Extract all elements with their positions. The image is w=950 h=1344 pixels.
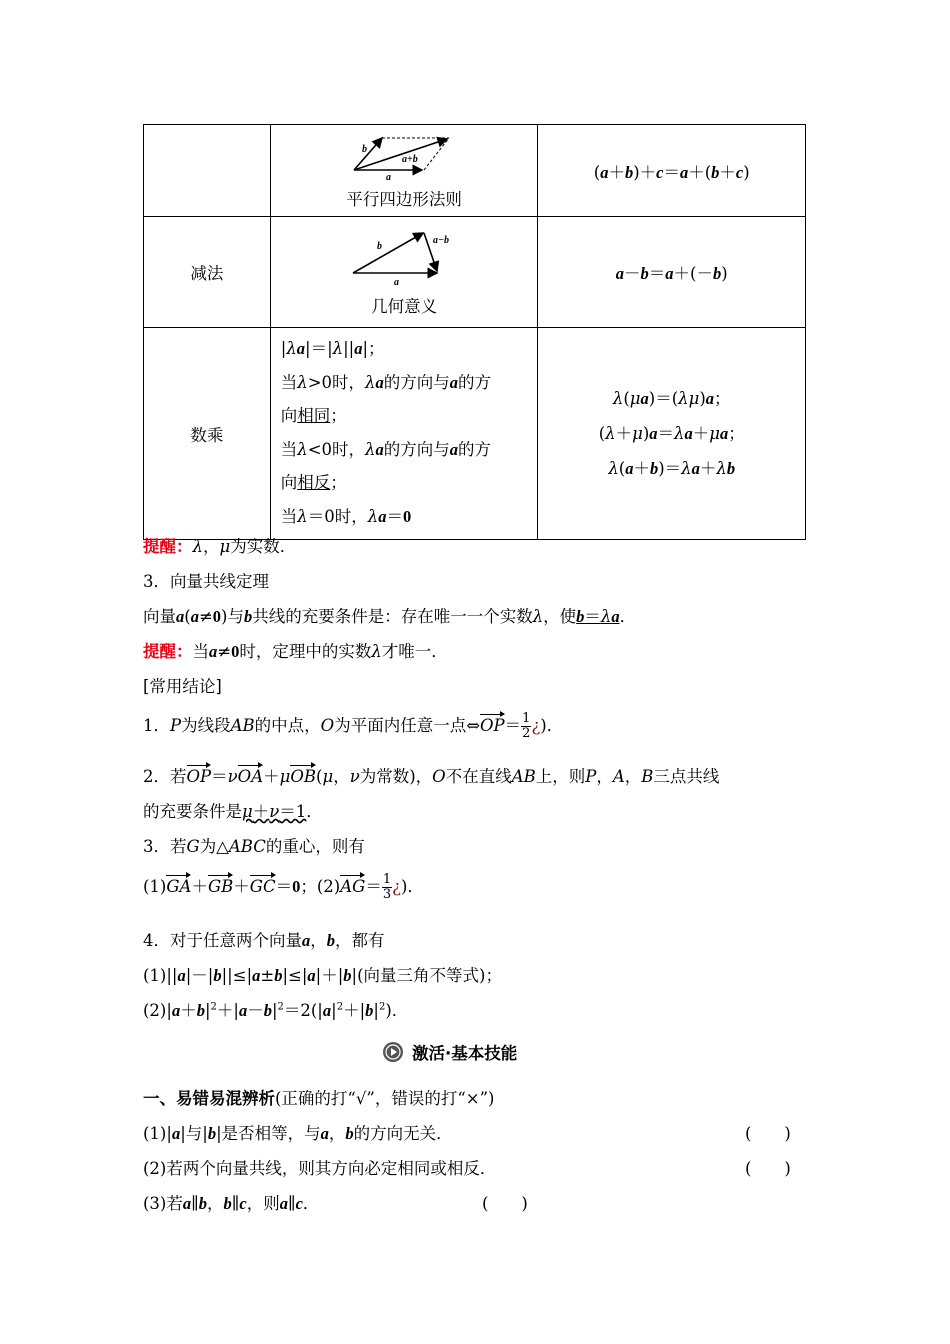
fig-label-b: b (362, 143, 368, 155)
play-circle-icon (382, 1041, 404, 1063)
figure-caption-parallelogram: 平行四边形法则 (346, 189, 462, 209)
exercise-item-2: (2)若两个向量共线，则其方向必定相同或相反． (143, 1159, 497, 1178)
conclusion-2-line1: 2．若OP＝νOA＋μOB(μ，ν为常数)，O不在直线AB上，则P，A，B三点共线 (143, 767, 720, 786)
conclusion-4: 4．对于任意两个向量a，b，都有 (143, 931, 385, 950)
figure-caption-geometric-meaning: 几何意义 (371, 297, 438, 316)
reminder-label: 提醒： (143, 642, 193, 661)
table-cell-addition-figure (270, 125, 538, 217)
exercise-title: 一、易错易混辨析(正确的打“√”，错误的打“×”) (143, 1089, 495, 1108)
answer-paren-2[interactable]: ( ) (745, 1159, 791, 1178)
parallelogram-figure (344, 132, 464, 182)
skills-banner (382, 1040, 517, 1064)
fig-label-a: a (394, 277, 400, 287)
table-cell-scalar-rules (270, 328, 538, 540)
conclusion-4-1: (1)||a|－|b||≤|a±b|≤|a|＋|b|(向量三角不等式)； (143, 966, 502, 985)
scalar-rule-line: |λa|＝|λ||a|； (280, 339, 385, 358)
table-cell-scalar-laws (538, 328, 806, 540)
exercise-item-1: (1)|a|与|b|是否相等，与a，b的方向无关． (143, 1124, 453, 1143)
reminder-text: λ，μ为实数． (192, 537, 297, 556)
scalar-rule-line: 当λ>0时，λa的方向与a的方 (280, 372, 492, 392)
answer-paren-1[interactable]: ( ) (745, 1124, 791, 1143)
conclusion-4-2: $(2)|a+b|^2+|a-b|^2=2(|a|^2+|b|^2)$． (143, 1001, 409, 1020)
table-row-scalar (144, 328, 806, 540)
fig-label-b: b (377, 241, 383, 252)
banner-title: 激活·基本技能 (412, 1044, 518, 1063)
fig-label-ab: a+b (402, 153, 418, 165)
table-cell-empty (144, 125, 271, 217)
reminder-2 (143, 638, 448, 662)
reminder-label: 提醒： (143, 537, 193, 556)
table-cell-subtraction-figure (270, 217, 538, 328)
fig-label-amb: a−b (433, 235, 450, 246)
table-cell-subtraction-law (538, 217, 806, 328)
table-cell-scalar-name: 数乘 (144, 328, 271, 540)
scalar-law-line: λ(μa)＝(λμ)a； (612, 389, 731, 408)
conclusion-3: 3．若G为△ABC的重心，则有 (143, 837, 365, 856)
conclusion-3-equations: (1)GA＋GB＋GC＝0；(2)AG＝ $\frac{1}{3}$ ¿)． (143, 872, 424, 902)
vector-operations-table (143, 124, 806, 540)
conclusions-heading: [常用结论] (143, 677, 222, 696)
scalar-rule-line: 当λ＝0时，λa＝0 (280, 506, 412, 526)
collinear-theorem: 向量a(a≠0)与b共线的充要条件是：存在唯一一个实数λ，使b＝λa． (143, 607, 637, 626)
reminder-1 (143, 533, 296, 557)
scalar-law-line: (λ＋μ)a＝λa＋μa； (598, 424, 745, 443)
table-row-subtraction (144, 217, 806, 328)
conclusion-2-line2: 的充要条件是μ＋ν＝1． (143, 802, 323, 821)
table-cell-subtraction-name: 减法 (144, 217, 271, 328)
exercise-item-3: (3)若a∥b，b∥c，则a∥c． (143, 1194, 320, 1213)
scalar-law-line: λ(a＋b)＝λa＋λb (608, 459, 736, 478)
addition-associative-law: (a＋b)＋c＝a＋(b＋c) (593, 162, 750, 182)
table-row-addition (144, 125, 806, 217)
conclusion-1: 1．P为线段AB的中点，O为平面内任意一点⇔OP＝ $\frac{1}{2}$ ¿)． (143, 711, 564, 741)
scalar-rule-line: 向相同； (280, 406, 347, 425)
answer-paren-3[interactable]: ( ) (482, 1194, 528, 1213)
reminder-text: 当a≠0时，定理中的实数λ才唯一． (192, 642, 448, 661)
subtraction-law: a－b＝a＋(－b) (615, 264, 728, 283)
vector-b-arrow (353, 233, 423, 273)
table-cell-addition-law (538, 125, 806, 217)
triangle-figure (349, 227, 459, 287)
section-3-title: 3．向量共线定理 (143, 572, 269, 591)
fig-label-a: a (386, 171, 392, 182)
scalar-rule-line: 向相反； (280, 473, 347, 492)
scalar-rule-line: 当λ<0时，λa的方向与a的方 (280, 439, 492, 459)
